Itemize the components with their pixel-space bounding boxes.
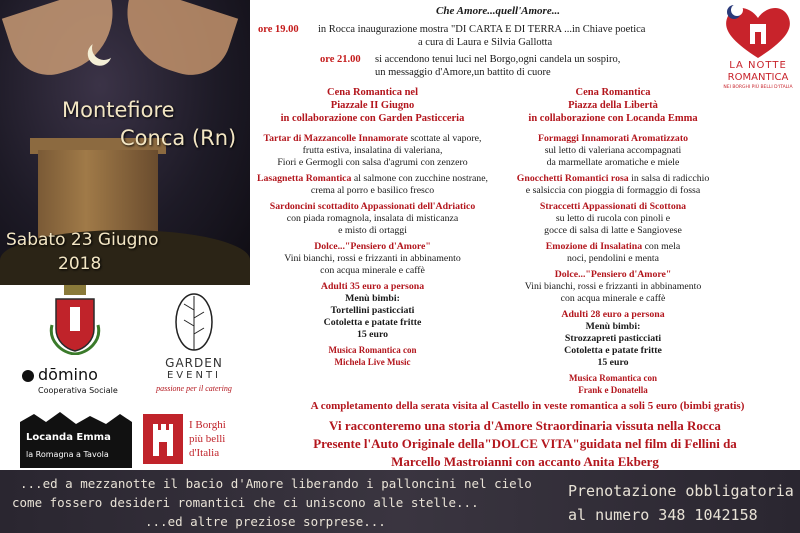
page-title: Che Amore...quell'Amore... [436, 5, 560, 17]
menu-right-heading-2: Piazza della Libertà [568, 100, 658, 111]
garden-leaf-icon [140, 292, 248, 354]
heart-icon [720, 2, 796, 62]
crest-icon [48, 285, 102, 355]
dish-name: Gnocchetti Romantici rosa [516, 173, 629, 184]
event1-credit: a cura di Laura e Silvia Gallotta [418, 37, 553, 48]
dish-desc: frutta estiva, insalatina di valeriana, [302, 145, 443, 156]
footer-line1: ...ed a mezzanotte il bacio d'Amore liberando i palloncini nel cielo [20, 476, 532, 491]
menu-right-item-4 [508, 241, 718, 265]
footer-line2: come fossero desideri romantici che ci uniscono alle stelle... [12, 495, 479, 510]
menu-right-music: Musica Romantica con [569, 373, 657, 383]
event1-description: in Rocca inaugurazione mostra "DI CARTA E DI TERRA ...in Chiave poetica [318, 24, 646, 35]
event-date-line2: 2018 [58, 254, 102, 274]
municipal-crest-logo [48, 285, 102, 355]
dish-desc: gocce di salsa di latte e Sangiovese [544, 225, 682, 236]
dish-name: Straccetti Appassionati di Scottona [539, 201, 687, 212]
menu-right-heading-1: Cena Romantica [575, 87, 651, 98]
menu-left-heading-1: Cena Romantica nel [327, 87, 418, 98]
announcement-line4: Marcello Mastroianni con accanto Anita Ekberg [391, 454, 659, 469]
event2-time: ore 21.00 [320, 54, 361, 65]
menu-left-item-1 [255, 133, 490, 169]
menu-right-item-2 [508, 173, 718, 197]
borghi-line1: I Borghi [189, 419, 226, 431]
domino-subtitle: Cooperativa Sociale [38, 386, 118, 395]
poster-image [0, 0, 250, 285]
borghi-piu-belli-logo [141, 410, 246, 468]
footer-line3: ...ed altre preziose sorprese... [145, 514, 386, 529]
garden-eventi-logo [140, 292, 248, 400]
announcement-line1: A completamento della serata visita al Castello in veste romantica a soli 5 euro (bimbi gratis) [310, 400, 745, 412]
borghi-text [189, 418, 226, 460]
menu-left-music: Musica Romantica con [328, 345, 417, 355]
menu-left-heading-3: in collaborazione con Garden Pasticceria [280, 113, 465, 124]
menu-left-item-4 [255, 241, 490, 277]
menu-right-price: Adulti 28 euro a persona [561, 309, 665, 320]
dish-desc: scottate al vapore, [410, 133, 482, 144]
right-hand-shape [112, 0, 238, 85]
menu-right-item-1 [508, 133, 718, 169]
menu-right-item-3 [508, 201, 718, 237]
dish-name: Formaggi Innamorati Aromatizzato [537, 133, 688, 144]
locanda-emma-logo [20, 410, 132, 468]
event-date-line1: Sabato 23 Giugno [6, 230, 159, 250]
garden-subtitle: EVENTI [166, 370, 221, 381]
town-name-line2: Conca (Rn) [120, 126, 237, 150]
dish-desc: Fiori e Germogli con salsa d'agrumi con zenzero [277, 157, 468, 168]
dish-desc: in salsa di radicchio [631, 173, 710, 184]
dish-desc: noci, pendolini e menta [567, 253, 659, 264]
booking-phone: al numero 348 1042158 [568, 506, 758, 524]
locanda-tagline: la Romagna a Tavola [26, 450, 109, 459]
borghi-line3: d'Italia [189, 447, 220, 459]
dish-desc: con piada romagnola, insalata di misticanza [286, 213, 459, 224]
menu-left-kids-item: Tortellini pasticciati [330, 305, 415, 316]
dish-desc: sul letto di valeriana accompagnati [544, 145, 682, 156]
locanda-name: Locanda Emma [26, 432, 111, 443]
menu-left-kids-title: Menù bimbi: [345, 293, 400, 304]
garden-name: GARDEN [165, 356, 223, 370]
domino-name: dōmino [38, 365, 98, 384]
menu-right-item-5 [508, 269, 718, 305]
la-notte-romantica-logo [720, 2, 796, 94]
logo-line1: LA NOTTE [729, 60, 787, 71]
event1-time: ore 19.00 [258, 24, 299, 35]
domino-dot-icon [22, 370, 34, 382]
menu-left-music-artist: Michela Live Music [334, 357, 411, 367]
menu-right [508, 86, 718, 396]
menu-right-heading-3: in collaborazione con Locanda Emma [528, 113, 698, 124]
dish-name: Sardoncini scottadito Appassionati dell'Adriatico [269, 201, 476, 212]
borghi-castle-icon [143, 414, 183, 464]
menu-left-price: Adulti 35 euro a persona [320, 281, 425, 292]
event2-line2: un messaggio d'Amore,un battito di cuore [375, 67, 551, 78]
dish-name: Emozione di Insalatina [545, 241, 643, 252]
menu-left-kids-price: 15 euro [356, 329, 389, 340]
menu-right-music-artist: Frank e Donatella [578, 385, 648, 395]
dish-desc: crema al porro e basilico fresco [310, 185, 435, 196]
dish-desc: Vini bianchi, rossi e frizzanti in abbinamento [524, 281, 702, 292]
dish-name: Dolce..."Pensiero d'Amore" [554, 269, 672, 280]
dish-desc: e misto di ortaggi [338, 225, 407, 236]
dish-name: Lasagnetta Romantica [257, 173, 352, 184]
dish-desc: su letto di rucola con pinoli e [555, 213, 671, 224]
dish-name: Dolce..."Pensiero d'Amore" [314, 241, 431, 252]
menu-right-kids-item: Strozzapreti pasticciati [564, 333, 662, 344]
booking-line1: Prenotazione obbligatoria [568, 482, 794, 500]
menu-left-heading-2: Piazzale II Giugno [330, 100, 415, 111]
dish-desc: al salmone con zucchine nostrane, [353, 173, 488, 184]
menu-right-kids-price: 15 euro [597, 357, 629, 368]
dish-desc: da marmellate aromatiche e miele [546, 157, 680, 168]
garden-tagline: passione per il catering [156, 384, 232, 393]
rooftops-icon [20, 410, 132, 430]
menu-right-kids-item: Cotoletta e patate fritte [564, 345, 662, 356]
menu-left-item-3 [255, 201, 490, 237]
logo-line2: ROMANTICA [727, 72, 789, 83]
town-name-line1: Montefiore [62, 98, 175, 122]
announcement-line2: Vi racconteremo una storia d'Amore Straordinaria vissuta nella Rocca [329, 418, 721, 433]
dish-desc: e salsiccia con pioggia di formaggio di fossa [525, 185, 701, 196]
dish-desc: con acqua minerale e caffè [320, 265, 425, 276]
dish-name: Tartar di Mazzancolle Innamorate [263, 133, 409, 144]
domino-logo [22, 365, 132, 402]
logo-line3: NEI BORGHI PIÙ BELLI D'ITALIA [723, 85, 793, 90]
announcement-line3: Presente l'Auto Originale della"DOLCE VITA"guidata nel film di Fellini da [313, 436, 737, 451]
menu-right-kids-title: Menù bimbi: [585, 321, 641, 332]
borghi-line2: più belli [189, 433, 226, 445]
event2-line1: si accendono tenui luci nel Borgo,ogni candela un sospiro, [375, 54, 621, 65]
menu-left-item-2 [255, 173, 490, 197]
dish-desc: con mela [644, 241, 681, 252]
dish-desc: con acqua minerale e caffè [560, 293, 666, 304]
dish-desc: Vini bianchi, rossi e frizzanti in abbinamento [284, 253, 461, 264]
menu-left-kids-item: Cotoletta e patate fritte [323, 317, 422, 328]
menu-left [255, 86, 490, 368]
footer-banner [0, 470, 800, 533]
